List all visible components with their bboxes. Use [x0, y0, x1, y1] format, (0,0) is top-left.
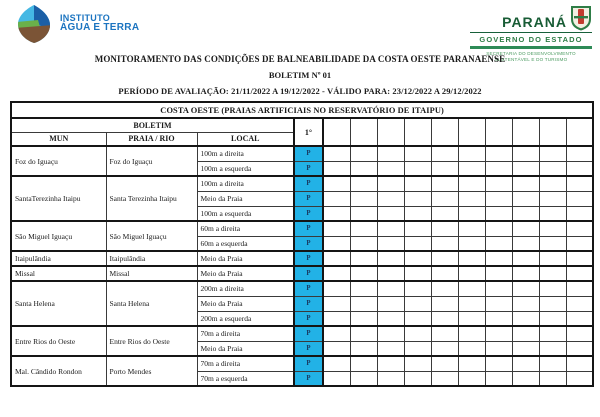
location-cell: 70m a esquerda: [197, 371, 294, 386]
status-cell: P: [294, 221, 323, 236]
empty-cell: [512, 236, 539, 251]
empty-cell: [485, 251, 512, 266]
empty-cell: [323, 146, 350, 161]
empty-cell: [485, 371, 512, 386]
empty-cell: [458, 356, 485, 371]
empty-cell: [539, 311, 566, 326]
beach-river-cell: Missal: [106, 266, 197, 281]
empty-cell: [404, 356, 431, 371]
empty-cell: [404, 176, 431, 191]
status-cell: P: [294, 296, 323, 311]
beach-river-cell: Porto Mendes: [106, 356, 197, 386]
empty-cell: [539, 371, 566, 386]
empty-cell: [350, 176, 377, 191]
municipality-cell: Entre Rios do Oeste: [11, 326, 106, 356]
empty-cell: [458, 221, 485, 236]
parana-wordmark: PARANÁ: [502, 14, 567, 30]
empty-cell: [431, 251, 458, 266]
empty-cell: [512, 191, 539, 206]
empty-cell: [539, 176, 566, 191]
empty-cell: [323, 281, 350, 296]
location-cell: 100m a direita: [197, 146, 294, 161]
empty-cell: [431, 326, 458, 341]
column-header-mun: MUN: [11, 132, 106, 146]
empty-cell: [485, 221, 512, 236]
empty-cell: [458, 266, 485, 281]
empty-cell: [377, 206, 404, 221]
beach-river-cell: Entre Rios do Oeste: [106, 326, 197, 356]
empty-cell: [512, 371, 539, 386]
empty-cell: [350, 221, 377, 236]
empty-cell: [458, 146, 485, 161]
empty-cell: [350, 236, 377, 251]
empty-cell: [377, 371, 404, 386]
empty-bulletin-column-header: [485, 118, 512, 146]
empty-cell: [323, 326, 350, 341]
status-cell: P: [294, 146, 323, 161]
empty-cell: [512, 311, 539, 326]
empty-cell: [431, 281, 458, 296]
empty-cell: [485, 161, 512, 176]
empty-cell: [323, 266, 350, 281]
empty-cell: [485, 266, 512, 281]
empty-bulletin-column-header: [458, 118, 485, 146]
empty-cell: [323, 311, 350, 326]
municipality-cell: Mal. Cândido Rondon: [11, 356, 106, 386]
empty-cell: [377, 311, 404, 326]
empty-cell: [404, 236, 431, 251]
municipality-cell: Foz do Iguaçu: [11, 146, 106, 176]
empty-cell: [377, 326, 404, 341]
empty-cell: [404, 266, 431, 281]
empty-cell: [566, 191, 593, 206]
table-row: [11, 221, 593, 236]
empty-cell: [323, 191, 350, 206]
empty-cell: [539, 146, 566, 161]
empty-cell: [512, 356, 539, 371]
parana-secretary-line1: SECRETARIA DO DESENVOLVIMENTO: [486, 51, 576, 56]
empty-cell: [377, 251, 404, 266]
empty-cell: [431, 371, 458, 386]
empty-cell: [404, 251, 431, 266]
empty-cell: [458, 251, 485, 266]
municipality-cell: Santa Helena: [11, 281, 106, 326]
empty-cell: [404, 191, 431, 206]
location-cell: 70m a direita: [197, 356, 294, 371]
empty-bulletin-column-header: [323, 118, 350, 146]
municipality-cell: São Miguel Iguaçu: [11, 221, 106, 251]
empty-bulletin-column-header: [377, 118, 404, 146]
document-titles: [0, 54, 600, 96]
empty-cell: [431, 296, 458, 311]
empty-cell: [404, 371, 431, 386]
iat-logo-line1: INSTITUTO: [60, 13, 111, 24]
status-cell: P: [294, 161, 323, 176]
empty-cell: [566, 176, 593, 191]
empty-cell: [377, 191, 404, 206]
empty-bulletin-column-header: [512, 118, 539, 146]
status-cell: P: [294, 236, 323, 251]
location-cell: 200m a direita: [197, 281, 294, 296]
empty-cell: [566, 161, 593, 176]
empty-cell: [512, 221, 539, 236]
empty-cell: [431, 146, 458, 161]
status-cell: P: [294, 191, 323, 206]
parana-green-bar: [470, 46, 592, 49]
beach-river-cell: São Miguel Iguaçu: [106, 221, 197, 251]
empty-cell: [512, 161, 539, 176]
column-header-local: LOCAL: [197, 132, 294, 146]
location-cell: Meio da Praia: [197, 191, 294, 206]
empty-cell: [566, 146, 593, 161]
empty-cell: [350, 191, 377, 206]
empty-cell: [512, 176, 539, 191]
empty-cell: [323, 206, 350, 221]
evaluation-period: PERÍODO DE AVALIAÇÃO: 21/11/2022 A 19/12/2022 - VÁLIDO PARA: 23/12/2022 A 29/12/2022: [118, 86, 482, 96]
empty-cell: [350, 311, 377, 326]
status-cell: P: [294, 341, 323, 356]
empty-cell: [377, 161, 404, 176]
empty-cell: [377, 236, 404, 251]
empty-cell: [323, 341, 350, 356]
empty-cell: [458, 371, 485, 386]
municipality-cell: Missal: [11, 266, 106, 281]
empty-cell: [404, 326, 431, 341]
empty-cell: [458, 191, 485, 206]
empty-cell: [377, 281, 404, 296]
table-row: [11, 176, 593, 191]
table-row: [11, 326, 593, 341]
empty-cell: [512, 146, 539, 161]
empty-cell: [377, 176, 404, 191]
empty-bulletin-column-header: [404, 118, 431, 146]
location-cell: 70m a direita: [197, 326, 294, 341]
empty-cell: [350, 371, 377, 386]
empty-cell: [458, 161, 485, 176]
location-cell: 100m a esquerda: [197, 161, 294, 176]
empty-cell: [404, 161, 431, 176]
balneability-table: [10, 101, 594, 387]
location-cell: 60m a direita: [197, 221, 294, 236]
empty-cell: [512, 296, 539, 311]
empty-cell: [539, 236, 566, 251]
empty-cell: [566, 341, 593, 356]
empty-cell: [350, 146, 377, 161]
empty-cell: [404, 146, 431, 161]
table-row: [11, 146, 593, 161]
table-row: [11, 356, 593, 371]
table-row: [11, 251, 593, 266]
empty-cell: [377, 356, 404, 371]
empty-cell: [458, 341, 485, 356]
location-cell: 100m a esquerda: [197, 206, 294, 221]
empty-cell: [431, 236, 458, 251]
empty-cell: [566, 266, 593, 281]
location-cell: 100m a direita: [197, 176, 294, 191]
empty-cell: [539, 251, 566, 266]
empty-bulletin-column-header: [431, 118, 458, 146]
empty-cell: [539, 341, 566, 356]
empty-cell: [512, 341, 539, 356]
empty-cell: [458, 326, 485, 341]
empty-cell: [431, 161, 458, 176]
first-bulletin-column-header: 1°: [294, 118, 323, 146]
status-cell: P: [294, 176, 323, 191]
empty-cell: [431, 221, 458, 236]
empty-cell: [323, 221, 350, 236]
empty-cell: [512, 326, 539, 341]
empty-cell: [539, 326, 566, 341]
table-title-row: [11, 102, 593, 118]
boletim-header: BOLETIM: [11, 118, 294, 132]
empty-cell: [377, 296, 404, 311]
parana-government-label: GOVERNO DO ESTADO: [479, 35, 583, 44]
status-cell: P: [294, 356, 323, 371]
empty-cell: [431, 206, 458, 221]
empty-bulletin-column-header: [539, 118, 566, 146]
location-cell: 60m a esquerda: [197, 236, 294, 251]
location-cell: 200m a esquerda: [197, 311, 294, 326]
iat-logo: [14, 4, 139, 44]
empty-cell: [377, 146, 404, 161]
empty-cell: [539, 191, 566, 206]
empty-cell: [431, 176, 458, 191]
empty-cell: [404, 341, 431, 356]
empty-cell: [566, 206, 593, 221]
empty-cell: [431, 191, 458, 206]
empty-cell: [485, 341, 512, 356]
empty-cell: [350, 341, 377, 356]
empty-cell: [539, 296, 566, 311]
empty-cell: [485, 356, 512, 371]
empty-cell: [323, 236, 350, 251]
empty-cell: [458, 206, 485, 221]
status-cell: P: [294, 371, 323, 386]
empty-cell: [485, 191, 512, 206]
status-cell: P: [294, 311, 323, 326]
empty-cell: [512, 281, 539, 296]
location-cell: Meio da Praia: [197, 341, 294, 356]
empty-cell: [404, 221, 431, 236]
empty-cell: [404, 296, 431, 311]
empty-cell: [512, 206, 539, 221]
empty-cell: [323, 161, 350, 176]
empty-cell: [539, 281, 566, 296]
status-cell: P: [294, 206, 323, 221]
empty-cell: [512, 251, 539, 266]
empty-cell: [485, 146, 512, 161]
parana-secretary-line2: SUSTENTÁVEL E DO TURISMO: [494, 56, 568, 62]
empty-cell: [539, 356, 566, 371]
empty-cell: [377, 341, 404, 356]
beach-river-cell: Santa Helena: [106, 281, 197, 326]
empty-cell: [323, 251, 350, 266]
status-cell: P: [294, 266, 323, 281]
empty-cell: [458, 176, 485, 191]
empty-cell: [350, 206, 377, 221]
column-header-praia-rio: PRAIA / RIO: [106, 132, 197, 146]
status-cell: P: [294, 326, 323, 341]
document-title: MONITORAMENTO DAS CONDIÇÕES DE BALNEABILIDADE DA COSTA OESTE PARANAENSE: [94, 54, 506, 64]
empty-cell: [566, 236, 593, 251]
iat-leaf-icon: [14, 4, 54, 44]
empty-cell: [539, 221, 566, 236]
empty-cell: [539, 161, 566, 176]
empty-cell: [485, 206, 512, 221]
location-cell: Meio da Praia: [197, 251, 294, 266]
table-header-row-1: [11, 118, 593, 132]
empty-cell: [404, 281, 431, 296]
empty-cell: [431, 266, 458, 281]
location-cell: Meio da Praia: [197, 296, 294, 311]
table-row: [11, 281, 593, 296]
empty-cell: [350, 281, 377, 296]
empty-cell: [431, 311, 458, 326]
empty-cell: [458, 296, 485, 311]
beach-river-cell: Foz do Iguaçu: [106, 146, 197, 176]
empty-cell: [431, 341, 458, 356]
empty-bulletin-column-header: [350, 118, 377, 146]
status-cell: P: [294, 251, 323, 266]
empty-cell: [485, 176, 512, 191]
empty-cell: [323, 176, 350, 191]
table-title: COSTA OESTE (PRAIAS ARTIFICIAIS NO RESERVATÓRIO DE ITAIPU): [11, 102, 593, 118]
parana-coat-of-arms-icon: [570, 5, 592, 31]
iat-logo-line2: ÁGUA E TERRA: [60, 22, 140, 34]
empty-cell: [323, 371, 350, 386]
empty-cell: [566, 281, 593, 296]
empty-cell: [566, 371, 593, 386]
empty-cell: [566, 356, 593, 371]
empty-cell: [485, 311, 512, 326]
parana-logo-top: [470, 5, 592, 33]
municipality-cell: SantaTerezinha Itaipu: [11, 176, 106, 221]
empty-cell: [458, 281, 485, 296]
table-row: [11, 266, 593, 281]
bulletin-number: BOLETIM Nº 01: [268, 70, 332, 80]
empty-cell: [539, 266, 566, 281]
empty-bulletin-column-header: [566, 118, 593, 146]
empty-cell: [350, 296, 377, 311]
empty-cell: [377, 221, 404, 236]
empty-cell: [566, 326, 593, 341]
empty-cell: [350, 326, 377, 341]
empty-cell: [566, 251, 593, 266]
beach-river-cell: Itaipulândia: [106, 251, 197, 266]
empty-cell: [404, 206, 431, 221]
empty-cell: [485, 281, 512, 296]
empty-cell: [485, 236, 512, 251]
empty-cell: [323, 296, 350, 311]
empty-cell: [350, 251, 377, 266]
beach-river-cell: Santa Terezinha Itaipu: [106, 176, 197, 221]
empty-cell: [377, 266, 404, 281]
empty-cell: [458, 311, 485, 326]
empty-cell: [350, 356, 377, 371]
municipality-cell: Itaipulândia: [11, 251, 106, 266]
empty-cell: [485, 296, 512, 311]
iat-logo-text: [60, 14, 139, 34]
status-cell: P: [294, 281, 323, 296]
empty-cell: [539, 206, 566, 221]
empty-cell: [431, 356, 458, 371]
empty-cell: [512, 266, 539, 281]
empty-cell: [350, 161, 377, 176]
empty-cell: [566, 296, 593, 311]
empty-cell: [485, 326, 512, 341]
empty-cell: [566, 221, 593, 236]
empty-cell: [566, 311, 593, 326]
location-cell: Meio da Praia: [197, 266, 294, 281]
empty-cell: [350, 266, 377, 281]
empty-cell: [458, 236, 485, 251]
empty-cell: [323, 356, 350, 371]
empty-cell: [404, 311, 431, 326]
